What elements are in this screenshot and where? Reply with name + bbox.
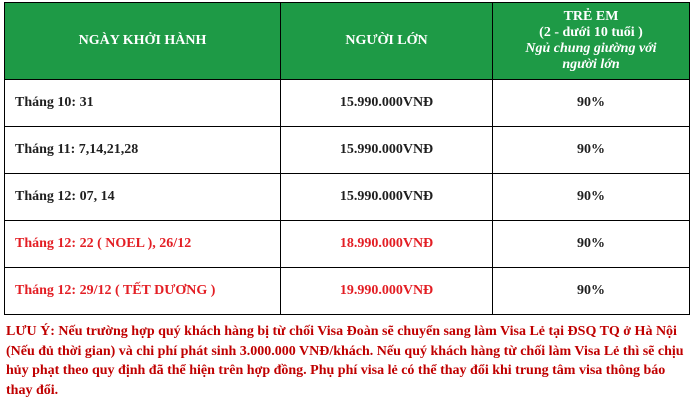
child-price-cell: 90% [493,80,690,127]
adult-price-cell: 15.990.000VNĐ [281,127,493,174]
departure-date-cell: Tháng 11: 7,14,21,28 [5,127,281,174]
departure-date-cell: Tháng 12: 22 ( NOEL ), 26/12 [5,221,281,268]
child-price-cell: 90% [493,127,690,174]
header-child-note-2: người lớn [562,57,620,72]
adult-price-cell: 15.990.000VNĐ [281,174,493,221]
header-child-age: (2 - dưới 10 tuổi ) [539,25,643,40]
adult-price-cell: 19.990.000VNĐ [281,268,493,315]
header-adult-price: NGƯỜI LỚN [281,3,493,80]
header-child-title: TRẺ EM [563,9,619,24]
adult-price-cell: 18.990.000VNĐ [281,221,493,268]
child-price-cell: 90% [493,174,690,221]
child-price-cell: 90% [493,268,690,315]
child-price-cell: 90% [493,221,690,268]
adult-price-cell: 15.990.000VNĐ [281,80,493,127]
departure-date-cell: Tháng 12: 07, 14 [5,174,281,221]
header-child-note-1: Ngủ chung giường với [525,41,657,56]
table-header-row [5,3,690,80]
visa-note: LƯU Ý: Nếu trường hợp quý khách hàng bị từ chối Visa Đoàn sẽ chuyển sang làm Visa Lẻ tại ĐSQ TQ ở Hà Nội (Nếu đủ thời gian) và chi phí phát sinh 3.000.000 VNĐ/khách. Nếu quý khách hàng từ chối làm Visa Lẻ thì sẽ chịu hủy phạt theo quy định đã thể hiện trên hợp đồng. Phụ phí visa lẻ có thể thay đổi khi trung tâm visa thông báo thay đổi. [6,324,684,398]
tour-price-table [4,2,690,315]
departure-date-cell: Tháng 10: 31 [5,80,281,127]
table-row [5,127,690,174]
departure-date-cell: Tháng 12: 29/12 ( TẾT DƯƠNG ) [5,268,281,315]
header-child-price [493,3,690,80]
table-row [5,80,690,127]
table-row-highlight [5,221,690,268]
table-row-highlight [5,268,690,315]
header-departure-date: NGÀY KHỞI HÀNH [5,3,281,80]
table-row [5,174,690,221]
